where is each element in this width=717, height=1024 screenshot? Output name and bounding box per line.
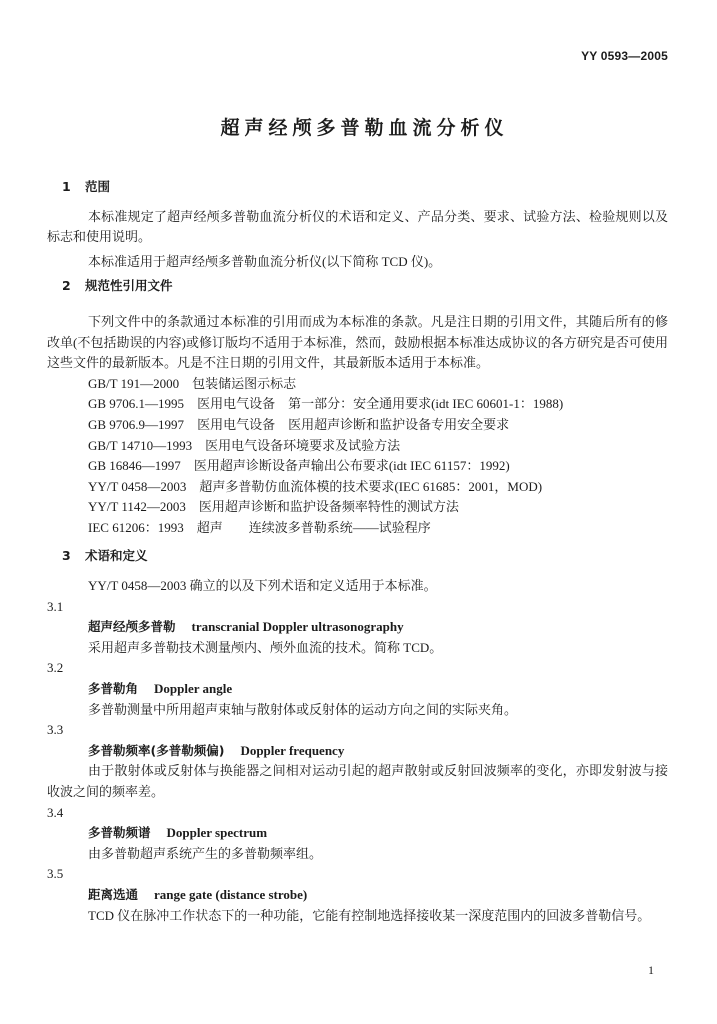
references-intro-paragraph: 下列文件中的条款通过本标准的引用而成为本标准的条款。凡是注日期的引用文件，其随后所有的修改单(不包括勘误的内容)或修订版均不适用于本标准，然而，鼓励根据本标准达成协议的各方研究是否可使用这些文件的最新版本。凡是不注日期的引用文件，其最新版本适用于本标准。 xyxy=(47,313,668,371)
reference-item xyxy=(47,518,668,539)
reference-title: 医用电气设备 医用超声诊断和监护设备专用安全要求 xyxy=(197,416,510,432)
reference-title: 超声 连续波多普勒系统——试验程序 xyxy=(196,519,431,535)
reference-code: GB/T 191—2000 xyxy=(88,375,180,391)
reference-code: GB 9706.1—1995 xyxy=(88,396,185,412)
reference-code: GB 9706.9—1997 xyxy=(88,416,185,432)
reference-title: 医用超声诊断设备声输出公布要求(idt IEC 61157：1992) xyxy=(193,458,510,474)
section-title: 范围 xyxy=(85,179,111,194)
reference-list xyxy=(47,374,668,539)
section-heading-normative-references xyxy=(47,276,668,297)
reference-code: GB/T 14710—1993 xyxy=(88,437,193,453)
reference-item xyxy=(47,394,668,415)
term-english: Doppler spectrum xyxy=(166,825,268,841)
scope-paragraph: 本标准规定了超声经颅多普勒血流分析仪的术语和定义、产品分类、要求、试验方法、检验规则以及标志和使用说明。 xyxy=(47,208,668,245)
term-heading xyxy=(47,741,668,762)
term-english: Doppler angle xyxy=(154,681,233,697)
reference-code: YY/T 1142—2003 xyxy=(88,499,186,515)
term-heading xyxy=(47,617,668,638)
section-heading-terms-and-definitions xyxy=(47,546,668,567)
term-number: 3.4 xyxy=(47,804,64,820)
term-chinese: 超声经颅多普勒 xyxy=(88,619,176,635)
document-title: 超声经颅多普勒血流分析仪 xyxy=(220,117,509,139)
term-heading xyxy=(47,885,668,906)
term-number: 3.3 xyxy=(47,722,64,738)
term-number: 3.1 xyxy=(47,598,64,614)
reference-code: GB 16846—1997 xyxy=(88,458,181,474)
reference-item xyxy=(47,477,668,498)
reference-item xyxy=(47,456,668,477)
reference-item xyxy=(47,497,668,518)
term-chinese: 多普勒角 xyxy=(88,681,139,697)
term-chinese: 多普勒频率(多普勒频偏) xyxy=(88,742,225,758)
term-heading xyxy=(47,679,668,700)
term-definition: 由多普勒超声系统产生的多普勒频率组。 xyxy=(88,845,323,861)
section-number: 2 xyxy=(62,278,71,294)
reference-item xyxy=(47,415,668,436)
document-body xyxy=(47,177,668,926)
section-heading-scope xyxy=(47,177,668,198)
scope-paragraph: 本标准适用于超声经颅多普勒血流分析仪(以下简称 TCD 仪)。 xyxy=(88,253,442,269)
terms-intro-paragraph: YY/T 0458—2003 确立的以及下列术语和定义适用于本标准。 xyxy=(88,578,437,594)
reference-title: 包装储运图示标志 xyxy=(192,375,297,391)
term-definition: TCD 仪在脉冲工作状态下的一种功能，它能有控制地选择接收某一深度范围内的回波多普勒信号。 xyxy=(88,907,651,923)
standard-code: YY 0593—2005 xyxy=(581,49,668,63)
reference-title: 医用电气设备环境要求及试验方法 xyxy=(205,437,401,453)
term-chinese: 多普勒频谱 xyxy=(88,825,151,841)
reference-title: 医用电气设备 第一部分：安全通用要求(idt IEC 60601-1：1988) xyxy=(197,396,564,412)
section-title: 术语和定义 xyxy=(85,547,148,563)
term-english: range gate (distance strobe) xyxy=(154,887,308,902)
term-number: 3.5 xyxy=(47,866,64,882)
page-number: 1 xyxy=(648,963,654,977)
term-definition: 采用超声多普勒技术测量颅内、颅外血流的技术。简称 TCD。 xyxy=(88,639,443,655)
term-definition: 多普勒测量中所用超声束轴与散射体或反射体的运动方向之间的实际夹角。 xyxy=(88,701,518,717)
term-english: transcranial Doppler ultrasonography xyxy=(191,619,404,635)
section-title: 规范性引用文件 xyxy=(85,278,173,294)
term-definition: 由于散射体或反射体与换能器之间相对运动引起的超声散射或反射回波频率的变化，亦即发射波与接收波之间的频率差。 xyxy=(47,763,668,800)
reference-code: IEC 61206：1993 xyxy=(88,519,184,535)
reference-item xyxy=(47,374,668,395)
reference-code: YY/T 0458—2003 xyxy=(88,478,187,494)
reference-title: 医用超声诊断和监护设备频率特性的测试方法 xyxy=(198,499,459,515)
section-number: 1 xyxy=(62,179,71,194)
term-number: 3.2 xyxy=(47,660,64,676)
section-number: 3 xyxy=(62,547,71,563)
reference-item xyxy=(47,436,668,457)
term-english: Doppler frequency xyxy=(240,742,345,758)
term-heading xyxy=(47,823,668,844)
term-chinese: 距离选通 xyxy=(88,887,139,902)
reference-title: 超声多普勒仿血流体模的技术要求(IEC 61685：2001，MOD) xyxy=(199,478,543,494)
